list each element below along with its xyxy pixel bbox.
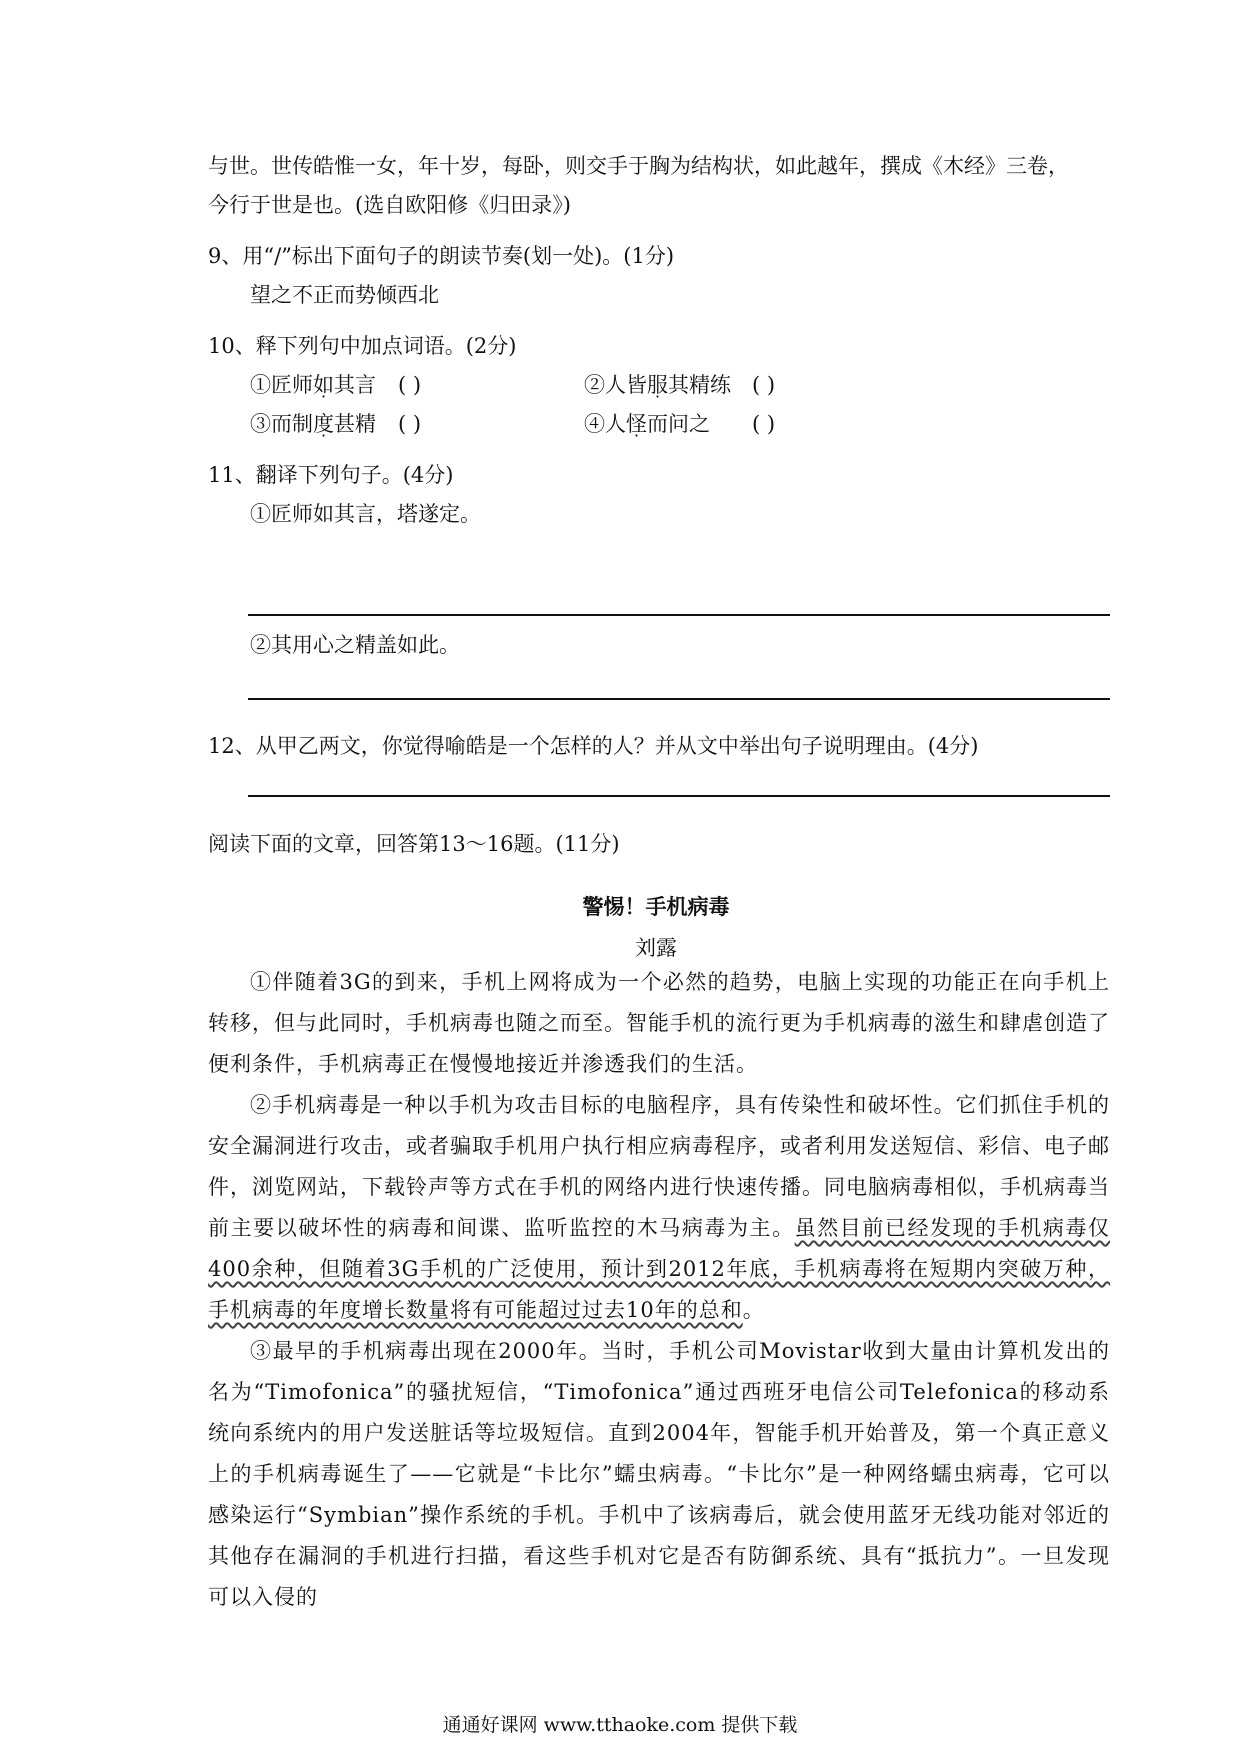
answer-line[interactable] (248, 698, 1110, 700)
dotted-word: 度 (313, 412, 334, 436)
article-paragraph-1: ①伴随着3G的到来，手机上网将成为一个必然的趋势，电脑上实现的功能正在向手机上转移，但与此同时，手机病毒也随之而至。智能手机的流行更为手机病毒的滋生和肆虐创造了便利条件，手机病毒正在慢慢地接近并渗透我们的生活。 (208, 970, 1110, 1076)
answer-line[interactable] (248, 795, 1110, 797)
question-10-item-1: ①匠师如其言 (250, 373, 376, 397)
article-paragraph-3: ③最早的手机病毒出现在2000年。当时，手机公司Movistar收到大量由计算机发出的名为“Timofonica”的骚扰短信，“Timofonica”通过西班牙电信公司Telefonica的移动系统向系统内的用户发送脏话等垃圾短信。直到2004年，智能手机开始普及，第一个真正意义上的手机病毒诞生了——它就是“卡比尔”蠕虫病毒。“卡比尔”是一种网络蠕虫病毒，它可以感染运行“Symbian”操作系统的手机。手机中了该病毒后，就会使用蓝牙无线功能对邻近的其他存在漏洞的手机进行扫描，看这些手机对它是否有防御系统、具有“抵抗力”。一旦发现可以入侵的 (208, 1339, 1110, 1609)
dotted-word: 怪 (626, 412, 647, 436)
dotted-word: 如 (313, 373, 334, 397)
answer-blank: ( ) (752, 412, 776, 436)
answer-blank: ( ) (752, 373, 776, 397)
answer-blank: ( ) (398, 373, 422, 397)
passage-line-1: 与世。世传皓惟一女，年十岁，每卧，则交手于胸为结构状，如此越年，撰成《木经》三卷， (208, 154, 1069, 178)
answer-line[interactable] (248, 614, 1110, 616)
question-11-stem: 11、翻译下列句子。(4分) (208, 463, 454, 487)
dotted-word: 服 (647, 373, 668, 397)
question-9-stem: 9、用“/”标出下面句子的朗读节奏(划一处)。(1分) (208, 244, 675, 268)
question-11-sentence-2: ②其用心之精盖如此。 (250, 633, 460, 657)
question-11-sentence-1: ①匠师如其言，塔遂定。 (250, 502, 481, 526)
reading-intro: 阅读下面的文章，回答第13～16题。(11分) (208, 832, 620, 856)
underlined-sentence: 虽然目前已经发现的手机病毒仅400余种，但随着3G手机的广泛使用，预计到2012年底，手机病毒将在短期内突破万种，手机病毒的年度增长数量将有可能超过过去10年的总和 (208, 1216, 1111, 1322)
question-12-stem: 12、从甲乙两文，你觉得喻皓是一个怎样的人？并从文中举出句子说明理由。(4分) (208, 734, 979, 758)
article-author: 刘露 (635, 936, 677, 960)
passage-line-2: 今行于世是也。(选自欧阳修《归田录》) (208, 193, 571, 217)
question-10-stem: 10、释下列句中加点词语。(2分) (208, 334, 517, 358)
question-9-sentence: 望之不正而势倾西北 (250, 283, 439, 307)
article-title: 警惕！手机病毒 (582, 894, 730, 919)
question-10-item-2: ②人皆服其精练 (584, 373, 731, 397)
page-footer: 通通好课网 www.tthaoke.com 提供下载 (442, 1714, 798, 1736)
question-10-item-3: ③而制度甚精 (250, 412, 376, 436)
question-10-item-4: ④人怪而问之 (584, 412, 710, 436)
article-paragraph-2: ②手机病毒是一种以手机为攻击目标的电脑程序，具有传染性和破坏性。它们抓住手机的安全漏洞进行攻击，或者骗取手机用户执行相应病毒程序，或者利用发送短信、彩信、电子邮件，浏览网站，下载铃声等方式在手机的网络内进行快速传播。同电脑病毒相似，手机病毒当前主要以破坏性的病毒和间谍、监听监控的木马病毒为主。虽然目前已经发现的手机病毒仅400余种，但随着3G手机的广泛使用，预计到2012年底，手机病毒将在短期内突破万种，手机病毒的年度增长数量将有可能超过过去10年的总和。 (208, 1093, 1111, 1322)
answer-blank: ( ) (398, 412, 422, 436)
